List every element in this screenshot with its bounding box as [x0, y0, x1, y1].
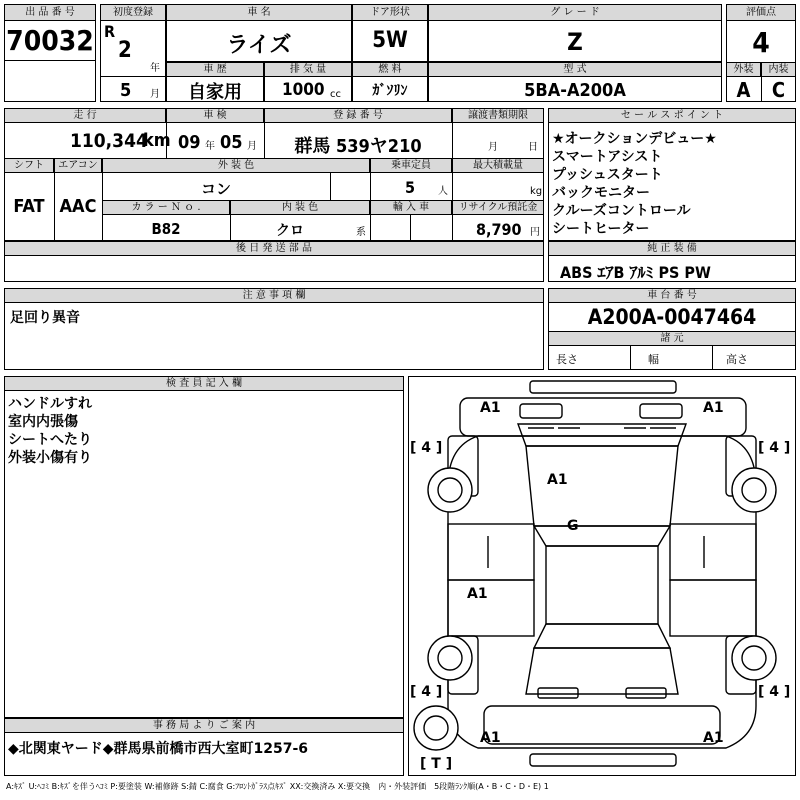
- history: 自家用: [188, 82, 242, 103]
- selling-point: ★オークションデビュー★: [552, 131, 717, 147]
- exterior-grade: A: [736, 78, 751, 102]
- reg-number-header: 登 録 番 号: [264, 108, 452, 123]
- transfer-month: 月: [488, 142, 498, 153]
- inspector-note: 外装小傷有り: [8, 450, 92, 466]
- first-reg-year: 2: [118, 38, 132, 63]
- mileage-unit: km: [143, 130, 171, 151]
- later-parts-header: 後 日 発 送 部 品: [4, 241, 544, 256]
- displacement-unit: cc: [330, 89, 341, 100]
- inspection-month-unit: 月: [247, 141, 257, 152]
- inspection-header: 車 検: [166, 108, 264, 123]
- mark-rear-right: A1: [703, 730, 724, 746]
- max-load-header: 最大積載量: [452, 158, 544, 173]
- office-note: ◆北関東ヤード◆群馬県前橋市西大室町1257-6: [8, 741, 309, 757]
- mark-front-right: A1: [703, 400, 724, 416]
- legend: A:ｷｽﾞ U:ﾍｺﾐ B:ｷｽﾞを伴うﾍｺﾐ P:要塗装 W:補修跡 S:錆 C:腐食 G:ﾌﾛﾝﾄｶﾞﾗｽ点ｷｽﾞ XX:交換済み X:要交換 内・外装評価 5段階ﾗﾝｸ順(A・B・C・D・E) 1: [6, 782, 549, 791]
- exterior-header: 外装: [726, 62, 761, 77]
- genuine-equipment-header: 純 正 装 備: [548, 241, 796, 256]
- door-type: 5W: [372, 28, 408, 53]
- mark-tire-rear-left: [ 4 ]: [410, 684, 443, 700]
- score-header: 評価点: [726, 4, 796, 21]
- era-letter: R: [104, 22, 116, 41]
- mark-spare: [ T ]: [420, 756, 453, 772]
- history-header: 車 歴: [166, 62, 264, 77]
- lot-number-header: 出 品 番 号: [4, 4, 96, 21]
- lot-number: 70032: [6, 24, 94, 57]
- mark-left-door: A1: [467, 586, 488, 602]
- interior-header: 内装: [761, 62, 796, 77]
- inspector-note: シートへたり: [8, 432, 92, 448]
- capacity-unit: 人: [438, 186, 448, 197]
- mark-front-left: A1: [480, 400, 501, 416]
- selling-point: プッシュスタート: [552, 167, 663, 183]
- car-name: ライズ: [226, 33, 292, 58]
- inspector-note: ハンドルすれ: [8, 396, 92, 412]
- dimension-width: 幅: [648, 353, 659, 366]
- int-color-header: 内 装 色: [230, 200, 370, 215]
- selling-points-list: [552, 130, 717, 238]
- mark-tire-front-left: [ 4 ]: [410, 440, 443, 456]
- import-header: 輸 入 車: [370, 200, 452, 215]
- ac-header: エアコン: [54, 158, 102, 173]
- car-name-header: 車 名: [166, 4, 352, 21]
- door-header: ドア形状: [352, 4, 428, 21]
- capacity: 5: [405, 178, 416, 197]
- air-conditioner: AAC: [59, 196, 97, 217]
- selling-point: シートヒーター: [552, 221, 650, 237]
- selling-point: スマートアシスト: [552, 149, 663, 165]
- shift-header: シフト: [4, 158, 54, 173]
- chassis-number: A200A-0047464: [587, 305, 757, 329]
- color-number: B82: [151, 220, 181, 238]
- recycle-deposit: 8,790: [476, 220, 522, 239]
- ext-color-header: 外 装 色: [102, 158, 370, 173]
- cautions-header: 注 意 事 項 欄: [4, 288, 544, 303]
- selling-point: クルーズコントロール: [552, 203, 691, 219]
- fuel: ｶﾞｿﾘﾝ: [372, 83, 408, 99]
- inspection-month: 05: [220, 132, 243, 153]
- mark-roof: G: [567, 518, 579, 534]
- recycle-unit: 円: [530, 227, 540, 238]
- recycle-header: リサイクル預託金: [452, 200, 544, 215]
- model-header: 型 式: [428, 62, 722, 77]
- selling-point: バックモニター: [552, 185, 650, 201]
- interior-grade: C: [771, 78, 786, 102]
- year-unit: 年: [150, 63, 160, 74]
- car-diagram: [408, 376, 796, 776]
- mark-rear-left: A1: [480, 730, 501, 746]
- capacity-header: 乗車定員: [370, 158, 452, 173]
- shift: FAT: [13, 196, 45, 217]
- first-registration-header: 初度登録: [100, 4, 166, 21]
- genuine-equipment: ABS ｴｱB ｱﾙﾐ PS PW: [560, 263, 711, 282]
- dimension-height: 高さ: [726, 353, 748, 366]
- office-header: 事 務 局 よ り ご 案 内: [4, 718, 404, 733]
- selling-points-header: セ ー ル ス ポ イ ン ト: [548, 108, 796, 123]
- registration-number: 群馬 539ヤ210: [294, 136, 422, 157]
- mileage-header: 走 行: [4, 108, 166, 123]
- inspection-year: 09: [178, 132, 201, 153]
- interior-color: クロ: [276, 223, 304, 239]
- grade-header: グ レ ー ド: [428, 4, 722, 21]
- interior-color-unit: 系: [356, 227, 366, 238]
- month-unit: 月: [150, 89, 160, 100]
- mileage: 110,344: [70, 130, 148, 152]
- dimension-length: 長さ: [556, 353, 578, 366]
- inspection-year-unit: 年: [205, 141, 215, 152]
- grade: Z: [567, 28, 583, 56]
- transfer-header: 譲渡書類期限: [452, 108, 544, 123]
- fuel-header: 燃 料: [352, 62, 428, 77]
- caution-note: 足回り異音: [10, 310, 80, 326]
- color-no-header: カ ラ ー Ｎ ｏ .: [102, 200, 230, 215]
- mark-tire-rear-right: [ 4 ]: [758, 684, 791, 700]
- mark-hood: A1: [547, 472, 568, 488]
- transfer-day: 日: [528, 142, 538, 153]
- inspector-header: 検 査 員 記 入 欄: [4, 376, 404, 391]
- first-reg-month: 5: [120, 80, 132, 101]
- model-code: 5BA-A200A: [524, 80, 626, 101]
- dimensions-header: 諸 元: [548, 331, 796, 346]
- displacement-header: 排 気 量: [264, 62, 352, 77]
- mark-tire-front-right: [ 4 ]: [758, 440, 791, 456]
- chassis-header: 車 台 番 号: [548, 288, 796, 303]
- inspector-note: 室内内張傷: [8, 414, 78, 430]
- max-load-unit: kg: [530, 186, 543, 197]
- displacement: 1000: [282, 80, 325, 100]
- exterior-color: コン: [200, 180, 231, 198]
- score: 4: [752, 26, 770, 59]
